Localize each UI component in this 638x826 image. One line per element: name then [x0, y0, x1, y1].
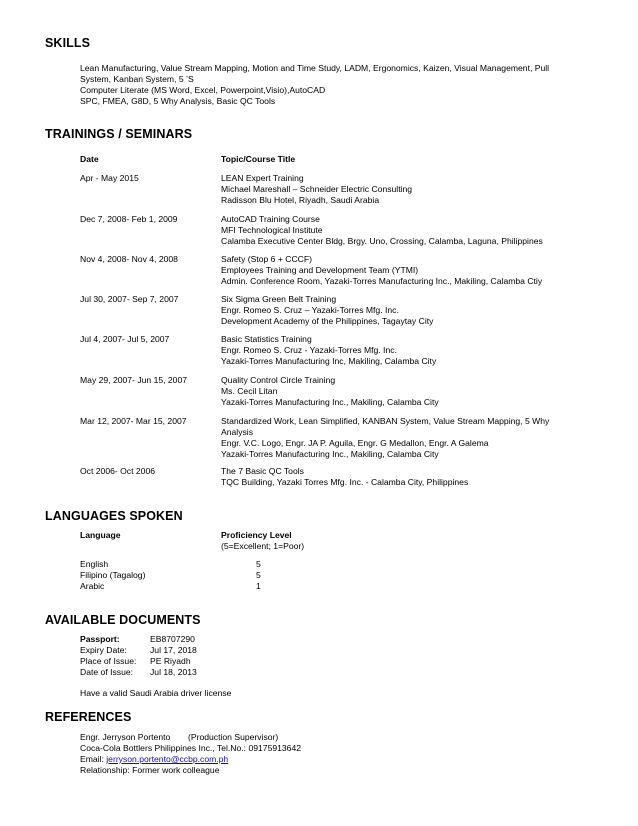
references-heading: REFERENCES [45, 710, 132, 724]
reference-name: Engr. Jerryson Portento [80, 732, 171, 742]
language-name: Filipino (Tagalog) [80, 570, 146, 580]
documents-heading: AVAILABLE DOCUMENTS [45, 613, 201, 627]
proficiency-scale: (5=Excellent; 1=Poor) [221, 541, 305, 551]
training-detail-line: Engr. Romeo S. Cruz – Yazaki-Torres Mfg. Inc. [221, 305, 399, 315]
document-value: PE Riyadh [150, 656, 191, 666]
training-detail-line: Analysis [221, 427, 253, 437]
document-value: Jul 18, 2013 [150, 667, 197, 677]
training-details [221, 416, 581, 460]
training-detail-line: Six Sigma Green Belt Training [221, 294, 337, 304]
training-details [221, 254, 581, 287]
reference-email-link[interactable]: jerryson.portento@ccbp.com.ph [106, 754, 229, 764]
training-date: Nov 4, 2008- Nov 4, 2008 [80, 254, 178, 264]
language-level: 5 [256, 559, 261, 569]
document-label: Passport: [80, 634, 120, 644]
skills-line: System, Kanban System, 5 ’S [80, 74, 194, 84]
training-detail-line: Basic Statistics Training [221, 334, 312, 344]
training-detail-line: Standardized Work, Lean Simplified, KANBAN System, Value Stream Mapping, 5 Why [221, 416, 550, 426]
skills-line: Lean Manufacturing, Value Stream Mapping, Motion and Time Study, LADM, Ergonomics, Kaizen, Visual Management, Pull [80, 63, 550, 73]
training-date: Jul 30, 2007- Sep 7, 2007 [80, 294, 179, 304]
training-detail-line: Yazaki-Torres Manufacturing Inc, Makiling, Calamba City [221, 356, 437, 366]
training-date: Dec 7, 2008- Feb 1, 2009 [80, 214, 178, 224]
training-detail-line: Development Academy of the Philippines, Tagaytay City [221, 316, 434, 326]
trainings-heading: TRAININGS / SEMINARS [45, 127, 193, 141]
training-detail-line: The 7 Basic QC Tools [221, 466, 304, 476]
training-date: May 29, 2007- Jun 15, 2007 [80, 375, 188, 385]
training-detail-line: Ms. Cecil Litan [221, 386, 278, 396]
training-detail-line: MFI Technological Institute [221, 225, 323, 235]
training-detail-line: Michael Mareshall – Schneider Electric Consulting [221, 184, 413, 194]
training-details [221, 173, 581, 206]
training-detail-line: Admin. Conference Room, Yazaki-Torres Manufacturing Inc., Makiling, Calamba Ctiy [221, 276, 543, 286]
language-col-header: Language [80, 530, 121, 540]
training-detail-line: AutoCAD Training Course [221, 214, 320, 224]
reference-company: Coca-Cola Bottlers Philippines Inc., Tel.No.: 09175913642 [80, 743, 302, 753]
training-date: Apr - May 2015 [80, 173, 139, 183]
language-level: 5 [256, 570, 261, 580]
document-label: Date of Issue: [80, 667, 134, 677]
training-detail-line: Radisson Blu Hotel, Riyadh, Saudi Arabia [221, 195, 380, 205]
languages-heading: LANGUAGES SPOKEN [45, 509, 183, 523]
training-date: Mar 12, 2007- Mar 15, 2007 [80, 416, 187, 426]
training-date: Jul 4, 2007- Jul 5, 2007 [80, 334, 170, 344]
training-date: Oct 2006- Oct 2006 [80, 466, 155, 476]
reference-email-label: Email: [80, 754, 107, 764]
training-detail-line: LEAN Expert Training [221, 173, 304, 183]
training-details [221, 294, 581, 327]
document-label: Expiry Date: [80, 645, 127, 655]
training-detail-line: Quality Control Circle Training [221, 375, 336, 385]
reference-position: (Production Supervisor) [188, 732, 279, 742]
proficiency-col-header: Proficiency Level [221, 530, 292, 540]
training-detail-line: Engr. Romeo S. Cruz - Yazaki-Torres Mfg. Inc. [221, 345, 397, 355]
reference-relationship: Relationship: Former work colleague [80, 765, 220, 775]
training-details [221, 334, 581, 367]
training-detail-line: Calamba Executive Center Bldg, Brgy. Uno, Crossing, Calamba, Laguna, Philippines [221, 236, 543, 246]
training-detail-line: Yazaki-Torres Manufacturing Inc., Makiling, Calamba City [221, 397, 439, 407]
driver-license-note: Have a valid Saudi Arabia driver license [80, 688, 232, 698]
skills-line: Computer Literate (MS Word, Excel, Powerpoint,Visio),AutoCAD [80, 85, 326, 95]
training-details [221, 214, 581, 247]
language-name: English [80, 559, 109, 569]
training-detail-line: Yazaki-Torres Manufacturing Inc., Makiling, Calamba City [221, 449, 439, 459]
training-details [221, 375, 581, 408]
training-detail-line: TQC Building, Yazaki Torres Mfg. Inc. - Calamba City, Philippines [221, 477, 469, 487]
skills-line: SPC, FMEA, G8D, 5 Why Analysis, Basic QC Tools [80, 96, 276, 106]
language-level: 1 [256, 581, 261, 591]
skills-heading: SKILLS [45, 36, 91, 50]
document-label: Place of Issue: [80, 656, 137, 666]
document-value: EB8707290 [150, 634, 195, 644]
document-value: Jul 17, 2018 [150, 645, 197, 655]
training-details [221, 466, 581, 488]
reference-email-row [80, 754, 228, 765]
training-detail-line: Employees Training and Development Team (YTMI) [221, 265, 419, 275]
training-detail-line: Engr. V.C. Logo, Engr. JA P. Aguila, Engr. G Medallon, Engr. A Galema [221, 438, 489, 448]
training-detail-line: Safety (Stop 6 + CCCF) [221, 254, 312, 264]
trainings-topic-header: Topic/Course Title [221, 154, 296, 164]
trainings-date-header: Date [80, 154, 99, 164]
language-name: Arabic [80, 581, 105, 591]
